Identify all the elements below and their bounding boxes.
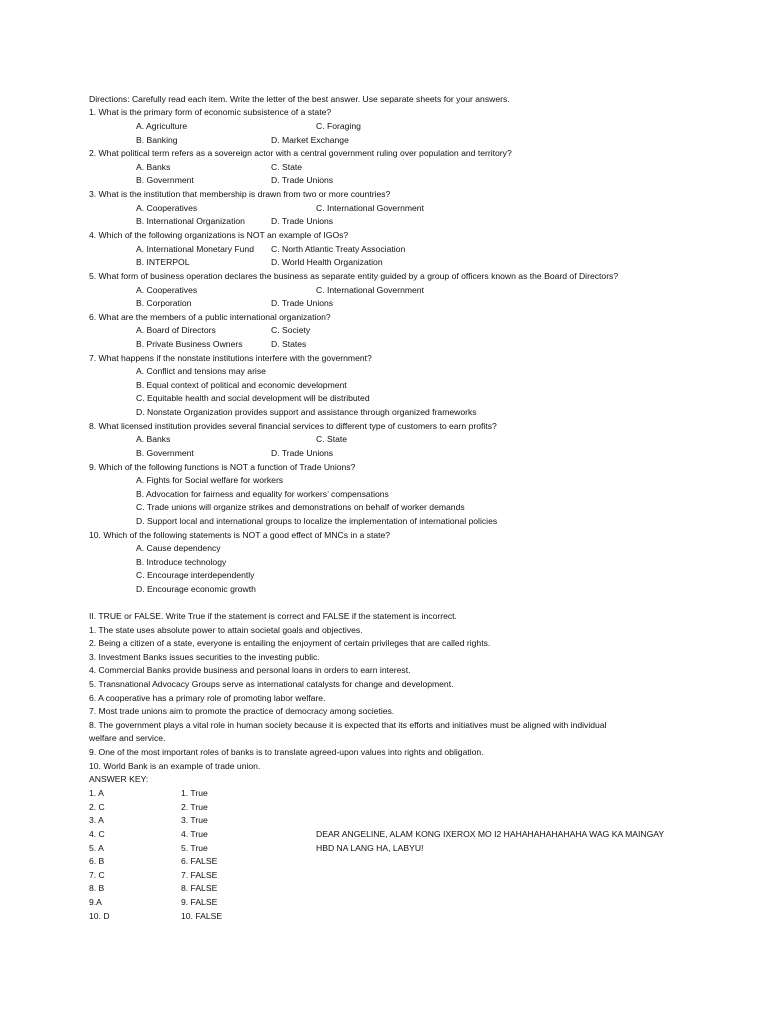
option: D. Market Exchange <box>271 135 349 145</box>
question-10: 10. Which of the following statements is NOT a good effect of MNCs in a state? <box>89 530 391 540</box>
option: D. Support local and international groups to localize the implementation of international policies <box>136 516 498 526</box>
tf-item-continued: welfare and service. <box>89 733 166 743</box>
question-6: 6. What are the members of a public international organization? <box>89 312 331 322</box>
answer-key-item: 7. C <box>89 870 105 880</box>
tf-item: 5. Transnational Advocacy Groups serve as international catalysts for change and development. <box>89 679 454 689</box>
answer-key-item: 5. True <box>181 843 208 853</box>
option: C. State <box>271 162 303 172</box>
question-1: 1. What is the primary form of economic subsistence of a state? <box>89 107 332 117</box>
option: A. Cooperatives <box>136 203 198 213</box>
answer-key-item: 5. A <box>89 843 104 853</box>
option: C. Encourage interdependently <box>136 570 255 580</box>
option: A. Cooperatives <box>136 285 198 295</box>
question-7: 7. What happens if the nonstate institutions interfere with the government? <box>89 353 372 363</box>
option: A. Cause dependency <box>136 543 221 553</box>
answer-key-item: 6. B <box>89 856 105 866</box>
answer-key-item: 1. A <box>89 788 104 798</box>
option: A. Banks <box>136 162 171 172</box>
option: D. Nonstate Organization provides support and assistance through organized frameworks <box>136 407 477 417</box>
tf-item: 1. The state uses absolute power to attain societal goals and objectives. <box>89 625 363 635</box>
option: B. Advocation for fairness and equality for workers’ compensations <box>136 489 389 499</box>
option: A. Conflict and tensions may arise <box>136 366 266 376</box>
option: C. International Government <box>316 285 424 295</box>
tf-item: 8. The government plays a vital role in human society because it is expected that its efforts and initiatives must be aligned with individual <box>89 720 607 730</box>
answer-key-item: 8. B <box>89 883 105 893</box>
answer-key-item: 7. FALSE <box>181 870 218 880</box>
option: C. International Government <box>316 203 424 213</box>
option: A. Fights for Social welfare for workers <box>136 475 284 485</box>
option: C. Foraging <box>316 121 361 131</box>
tf-item: 10. World Bank is an example of trade union. <box>89 761 261 771</box>
answer-key-item: 3. A <box>89 815 104 825</box>
answer-key-item: 2. C <box>89 802 105 812</box>
option: A. International Monetary Fund <box>136 244 254 254</box>
answer-key-item: 4. True <box>181 829 208 839</box>
answer-key-item: 6. FALSE <box>181 856 218 866</box>
part2-heading: II. TRUE or FALSE. Write True if the statement is correct and FALSE if the statement is incorrect. <box>89 611 457 621</box>
tf-item: 9. One of the most important roles of banks is to translate agreed-upon values into rights and obligation. <box>89 747 484 757</box>
answer-key-item: 9. FALSE <box>181 897 218 907</box>
option: C. Society <box>271 325 311 335</box>
option: B. International Organization <box>136 216 245 226</box>
option: B. Private Business Owners <box>136 339 243 349</box>
option: C. State <box>316 434 348 444</box>
note-line: DEAR ANGELINE, ALAM KONG IXEROX MO I2 HAHAHAHAHAHAHA WAG KA MAINGAY <box>316 829 665 839</box>
option: C. North Atlantic Treaty Association <box>271 244 406 254</box>
answer-key-item: 1. True <box>181 788 208 798</box>
option: B. INTERPOL <box>136 257 190 267</box>
option: A. Agriculture <box>136 121 188 131</box>
tf-item: 2. Being a citizen of a state, everyone is entailing the enjoyment of certain privileges that are called rights. <box>89 638 491 648</box>
tf-item: 6. A cooperative has a primary role of promoting labor welfare. <box>89 693 326 703</box>
option: B. Introduce technology <box>136 557 227 567</box>
option: B. Equal context of political and economic development <box>136 380 347 390</box>
question-9: 9. Which of the following functions is NOT a function of Trade Unions? <box>89 462 356 472</box>
option: A. Board of Directors <box>136 325 216 335</box>
answer-key-item: 10. FALSE <box>181 911 223 921</box>
question-5: 5. What form of business operation declares the business as separate entity guided by a group of officers known as the Board of Directors? <box>89 271 619 281</box>
tf-item: 3. Investment Banks issues securities to the investing public. <box>89 652 320 662</box>
option: C. Equitable health and social development will be distributed <box>136 393 370 403</box>
option: D. Trade Unions <box>271 216 334 226</box>
answer-key-item: 10. D <box>89 911 110 921</box>
answer-key-item: 9.A <box>89 897 102 907</box>
question-8: 8. What licensed institution provides several financial services to different type of customers to earn profits? <box>89 421 497 431</box>
option: C. Trade unions will organize strikes and demonstrations on behalf of worker demands <box>136 502 465 512</box>
answer-key-item: 3. True <box>181 815 208 825</box>
question-2: 2. What political term refers as a sovereign actor with a central government ruling over population and territory? <box>89 148 512 158</box>
question-3: 3. What is the institution that membership is drawn from two or more countries? <box>89 189 391 199</box>
answer-key-item: 4. C <box>89 829 105 839</box>
option: D. Encourage economic growth <box>136 584 256 594</box>
tf-item: 4. Commercial Banks provide business and personal loans in orders to earn interest. <box>89 665 411 675</box>
option: D. Trade Unions <box>271 175 334 185</box>
note-line: HBD NA LANG HA, LABYU! <box>316 843 424 853</box>
option: A. Banks <box>136 434 171 444</box>
answer-key-item: 2. True <box>181 802 208 812</box>
answer-key-item: 8. FALSE <box>181 883 218 893</box>
option: B. Government <box>136 448 194 458</box>
option: D. Trade Unions <box>271 448 334 458</box>
option: B. Government <box>136 175 194 185</box>
tf-item: 7. Most trade unions aim to promote the practice of democracy among societies. <box>89 706 395 716</box>
question-4: 4. Which of the following organizations is NOT an example of IGOs? <box>89 230 349 240</box>
option: B. Corporation <box>136 298 192 308</box>
option: B. Banking <box>136 135 178 145</box>
option: D. World Health Organization <box>271 257 383 267</box>
option: D. States <box>271 339 307 349</box>
answer-key-heading: ANSWER KEY: <box>89 774 149 784</box>
option: D. Trade Unions <box>271 298 334 308</box>
directions-text: Directions: Carefully read each item. Write the letter of the best answer. Use separate sheets for your answers. <box>89 94 510 104</box>
